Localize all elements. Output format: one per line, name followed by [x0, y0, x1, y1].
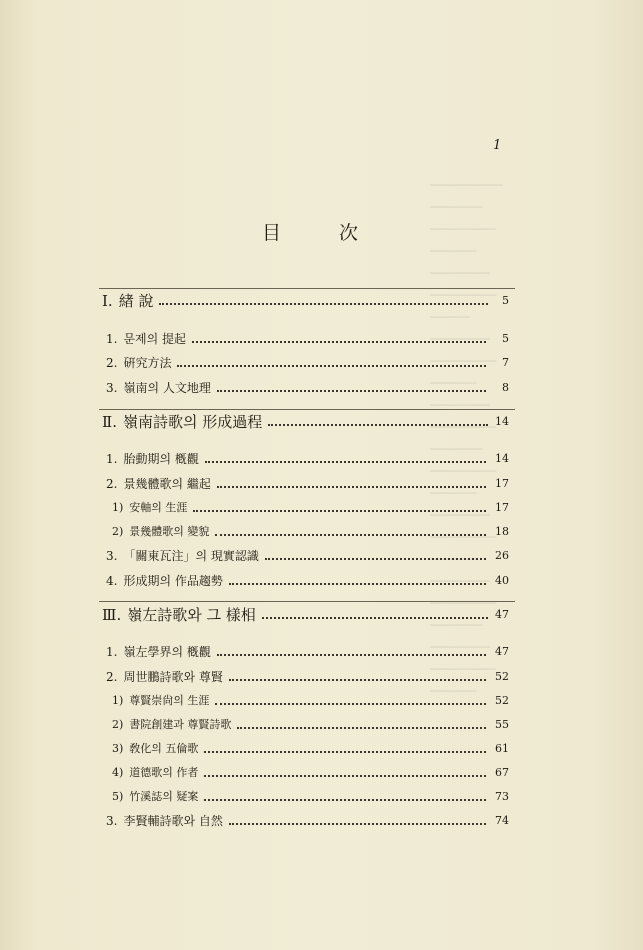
toc-entry-number: Ⅱ. [102, 413, 117, 431]
toc-section [0, 570, 643, 592]
toc-entry-number: 3) [112, 742, 124, 755]
toc-subsection [0, 786, 643, 808]
toc-entry-label [112, 521, 209, 543]
toc-entry-title: 胎動期의 槪觀 [123, 452, 199, 466]
toc-entry-title: 문제의 提起 [123, 332, 187, 346]
toc-leader-dots [204, 775, 486, 777]
toc-entry-number: 3. [106, 381, 118, 395]
toc-chapter [0, 604, 643, 626]
toc-entry-label [106, 641, 211, 663]
toc-entry-number: 4. [106, 574, 118, 588]
toc-leader-dots [217, 486, 486, 488]
toc-entry-title: 硏究方法 [123, 356, 172, 370]
toc-section [0, 448, 643, 470]
toc-page-number: 17 [495, 501, 509, 514]
toc-page-number: 67 [495, 766, 509, 779]
toc-entry-label [112, 690, 209, 712]
toc-entry-number: 3. [106, 549, 118, 563]
toc-leader-dots [265, 558, 486, 560]
toc-section [0, 328, 643, 350]
page-number: 1 [493, 138, 502, 153]
toc-entry-title: 嶺左學界의 槪觀 [123, 645, 211, 659]
toc-leader-dots [215, 534, 486, 536]
toc-section [0, 473, 643, 495]
toc-page-number: 40 [495, 574, 509, 587]
toc-entry-number: 2) [112, 718, 124, 731]
bleed-through-shadow: ━━━━━━━━━━━ ━━━━━━━━ ━━━━━━━━━━ ━━━━━━━ ━━━━━━━━━ ━━━━━━━━━━ ━━━━━━ ━━━━━━━━━ ━━━━━━━━━━ ━━━━━━━ ━━━━━━━━━ ━━━━━━━━━━ ━━━━━━━━ ━━━━━━━━━━ ━━━━━━━ ━━━━━━━━━ ━━━━━━━━━━ ━━━━━━━ ━━━━━━━━━ ━━━━━━━━━━ ━━━━━━━━ ━━━━━━━━━ ━━━━━━━━━━ ━━━━━━━ [430, 179, 503, 698]
toc-entry-label [102, 411, 262, 433]
toc-page-number: 18 [495, 525, 509, 538]
toc-entry-title: 緖 說 [118, 292, 154, 310]
toc-leader-dots [204, 799, 486, 801]
toc-entry-label [106, 545, 259, 567]
toc-page-number: 74 [495, 814, 509, 827]
toc-entry-number: 2. [106, 356, 118, 370]
toc-entry-title: 嶺左詩歌와 그 樣相 [127, 606, 256, 624]
toc-leader-dots [229, 823, 486, 825]
toc-entry-label [106, 377, 211, 399]
toc-subsection [0, 497, 643, 519]
toc-entry-title: 李賢輔詩歌와 自然 [123, 814, 223, 828]
toc-subsection [0, 714, 643, 736]
toc-entry-label [102, 604, 256, 626]
toc-leader-dots [237, 727, 486, 729]
toc-section [0, 641, 643, 663]
toc-entry-label [106, 473, 211, 495]
toc-leader-dots [192, 341, 486, 343]
toc-entry-label [112, 497, 187, 519]
chapter-rule [99, 601, 515, 602]
toc-chapter [0, 411, 643, 433]
toc-entry-number: Ⅰ. [102, 292, 113, 310]
toc-entry-number: Ⅲ. [102, 606, 122, 624]
toc-entry-label [106, 328, 186, 350]
toc-leader-dots [204, 751, 486, 753]
toc-leader-dots [215, 703, 486, 705]
toc-entry-number: 1) [112, 501, 124, 514]
chapter-rule [99, 288, 515, 289]
toc-entry-title: 書院創建과 尊賢詩歌 [129, 718, 232, 731]
toc-page-number: 5 [502, 294, 509, 307]
toc-entry-label [112, 762, 198, 784]
toc-entry-label [112, 738, 198, 760]
toc-title: 目 次 [262, 222, 385, 244]
toc-subsection [0, 738, 643, 760]
toc-entry-title: 安軸의 生涯 [129, 501, 188, 514]
toc-entry-number: 1. [106, 645, 118, 659]
toc-entry-number: 1. [106, 332, 118, 346]
chapter-rule [99, 409, 515, 410]
toc-entry-number: 1. [106, 452, 118, 466]
toc-entry-title: 嶺南詩歌의 形成過程 [122, 413, 263, 431]
toc-leader-dots [205, 461, 486, 463]
toc-page-number: 17 [495, 477, 509, 490]
toc-entry-number: 4) [112, 766, 124, 779]
toc-entry-label [112, 786, 198, 808]
toc-page-number: 5 [502, 332, 509, 345]
toc-entry-label [106, 666, 223, 688]
toc-entry-title: 形成期의 作品趨勢 [123, 574, 223, 588]
toc-entry-title: 景幾體歌의 變貌 [129, 525, 210, 538]
toc-entry-label [106, 810, 223, 832]
toc-entry-title: 周世鵬詩歌와 尊賢 [123, 670, 223, 684]
toc-page-number: 52 [495, 694, 509, 707]
toc-page-number: 61 [495, 742, 509, 755]
toc-leader-dots [159, 303, 488, 305]
toc-entry-title: 景幾體歌의 繼起 [123, 477, 211, 491]
toc-leader-dots [229, 679, 486, 681]
toc-subsection [0, 521, 643, 543]
toc-entry-title: 道德歌의 作者 [129, 766, 199, 779]
toc-leader-dots [217, 390, 486, 392]
toc-page-number: 26 [495, 549, 509, 562]
toc-entry-title: 竹溪誌의 疑案 [129, 790, 199, 803]
toc-entry-label [112, 714, 231, 736]
toc-leader-dots [268, 424, 488, 426]
toc-page-number: 8 [502, 381, 509, 394]
toc-page-number: 14 [495, 452, 509, 465]
toc-entry-title: 敎化의 五倫歌 [129, 742, 199, 755]
toc-page-number: 14 [495, 415, 509, 428]
toc-page-number: 52 [495, 670, 509, 683]
toc-entry-number: 1) [112, 694, 124, 707]
toc-entry-title: 嶺南의 人文地理 [123, 381, 211, 395]
toc-entry-number: 5) [112, 790, 124, 803]
toc-entry-label [106, 570, 223, 592]
toc-leader-dots [177, 365, 486, 367]
toc-section [0, 352, 643, 374]
toc-page-number: 47 [495, 608, 509, 621]
toc-leader-dots [217, 654, 486, 656]
toc-entry-title: 「關東瓦注」의 現實認識 [123, 549, 259, 563]
toc-entry-number: 2. [106, 670, 118, 684]
toc-page-number: 73 [495, 790, 509, 803]
toc-section [0, 666, 643, 688]
toc-entry-label [106, 352, 171, 374]
toc-section [0, 377, 643, 399]
toc-subsection [0, 690, 643, 712]
toc-subsection [0, 762, 643, 784]
toc-page-number: 47 [495, 645, 509, 658]
toc-entry-number: 2. [106, 477, 118, 491]
toc-chapter [0, 290, 643, 312]
toc-leader-dots [229, 583, 486, 585]
toc-entry-label [106, 448, 199, 470]
toc-leader-dots [193, 510, 486, 512]
toc-entry-label [102, 290, 153, 312]
toc-leader-dots [262, 617, 488, 619]
toc-section [0, 545, 643, 567]
toc-page-number: 55 [495, 718, 509, 731]
toc-section [0, 810, 643, 832]
toc-entry-number: 3. [106, 814, 118, 828]
toc-entry-title: 尊賢崇尙의 生涯 [129, 694, 210, 707]
toc-entry-number: 2) [112, 525, 124, 538]
toc-page-number: 7 [502, 356, 509, 369]
